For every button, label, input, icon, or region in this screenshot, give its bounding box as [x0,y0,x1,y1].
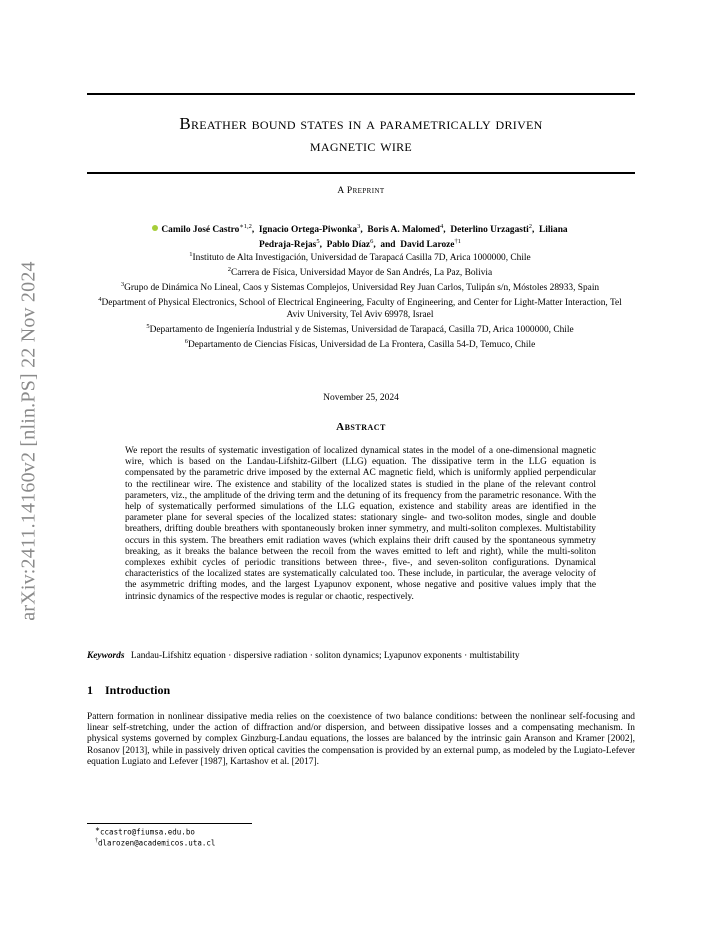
abstract-text: We report the results of systematic investigation of localized dynamical states in the model of a one-dimensional magnetic wire, which is based on the Landau-Lifshitz-Gilbert (LLG) equation. The dissipative term in the LLG equation is compensated by the parametric drive imposed by the external AC magnetic field, which is uniformly applied perpendicular to the rectilinear wire. The existence and stability of the localized states is studied in the plane of the relevant control parameters, viz., the amplitude of the driving term and the detuning of its frequency from the parametric resonance. With the help of systematically performed simulations of the LLG equation, existence and stability areas are identified in the parameter plane for several species of the localized states: stationary single- and two-soliton modes, single and double breathers, drifting double breathers with spontaneously broken inner symmetry, and multi-soliton complexes. Multistability occurs in this system. The breathers emit radiation waves (which explains their drift caused by the spontaneous symmetry breaking, as it breaks the balance between the recoil from the waves emitted to left and right), while the multi-soliton complexes exhibit cycles of periodic transitions between three-, five-, and seven-soliton configurations. Dynamical characteristics of the localized states are systematically calculated too. These include, in particular, the average velocity of the asymmetric drifting modes, and the largest Lyapunov exponent, whose negative and positive values imply that the intrinsic dynamics of the respective modes is regular or chaotic, respectively. [125,446,596,602]
section-number: 1 [87,683,93,697]
author-name: Camilo José Castro [161,225,240,236]
affiliation-list [90,249,630,351]
footnote-mark: ∗ [95,827,101,833]
footnote-separator [87,823,252,824]
affiliation-item [90,279,630,294]
affiliation-text: Instituto de Alta Investigación, Universidad de Tarapacá Casilla 7D, Arica 1000000, Chile [192,253,531,264]
keywords-label: Keywords [87,651,125,661]
author-name: Boris A. Malomed [367,225,441,236]
author-line-1: Camilo José Castro$^{∗1,2}$, Ignacio Ortega-Piwonka$^3$, Boris A. Malomed$^4$, Deterlino Urzagasti$^2$, Liliana [90,221,630,236]
author-affiliation-marker: ∗1,2 [239,223,252,230]
author-affiliation-marker: 5 [316,238,320,246]
author-name: Pedraja-Rejas [259,240,317,251]
author-affiliation-marker: 6 [370,238,374,246]
author-line-2: Pedraja-Rejas$^5$, Pablo Díaz$^6$, and David Laroze$^{\dagger 1}$ [259,238,461,251]
author-affiliation-marker: †1 [454,238,461,246]
affiliation-item [90,249,630,264]
abstract-heading: Abstract [336,421,386,433]
title-top-rule [87,93,635,95]
author-name: Liliana [538,225,568,236]
paper-title-line2: magnetic wire [309,136,413,155]
author-affiliation-marker: 4 [440,223,444,230]
affiliation-item [90,264,630,279]
affiliation-item [90,321,630,336]
affiliation-text: Grupo de Dinámica No Lineal, Caos y Sistemas Complejos, Universidad Rey Juan Carlos, Tulipán s/n, Móstoles 28933, Spain [124,283,600,294]
publication-date: November 25, 2024 [323,393,399,403]
section-heading-introduction [87,683,635,698]
affiliation-number: 1 [189,251,193,258]
paper-title [87,113,635,157]
affiliation-text: Departamento de Ingeniería Industrial y de Sistemas, Universidad de Tarapacá, Casilla 7D, Arica 1000000, Chile [149,324,574,335]
author-name: Pablo Díaz [326,240,371,251]
arxiv-identifier-stamp [14,236,44,646]
author-affiliation-marker: 2 [528,223,532,230]
affiliation-number: 2 [227,266,232,274]
author-list [90,221,630,251]
footnote-email[interactable]: ccastro@fiumsa.edu.bo [100,827,195,837]
author-name: Deterlino Urzagasti [450,225,529,236]
introduction-paragraph: Pattern formation in nonlinear dissipative media relies on the coexistence of two balance conditions: between the nonlinear self-focusing and linear self-stretching, under the action of diffraction and/or dispersion, and between dissipative losses and a compensating mechanism. In physical systems governed by complex Ginzburg-Landau equations, the losses are balanced by the intrinsic gain Aranson and Kramer [2002], Rosanov [2013], while in passively driven optical cavities the compensation is provided by an external pump, as modeled by the Lugiato-Lefever equation Lugiato and Lefever [1987], Kartashov et al. [2017]. [87,712,635,767]
affiliation-text: Departamento de Ciencias Físicas, Universidad de La Frontera, Casilla 54-D, Temuco, Chile [187,339,536,350]
author-affiliation-marker: 3 [357,223,361,230]
affiliation-number: 5 [146,322,150,330]
section-title: Introduction [105,683,171,697]
keywords-line [87,651,647,662]
keywords-text: Landau-Lifshitz equation · dispersive radiation · soliton dynamics; Lyapunov exponents · multistability [130,651,520,661]
author-name: Ignacio Ortega-Piwonka [258,225,358,236]
affiliation-number: 4 [98,296,102,304]
affiliation-item [90,336,630,351]
affiliation-item [90,294,630,320]
orcid-icon[interactable] [152,225,158,231]
footnote-email-1 [95,826,195,837]
author-name: David Laroze [400,240,455,251]
paper-title-line1: Breather bound states in a parametrically driven [179,114,543,133]
arxiv-identifier-text: arXiv:2411.14160v2 [nlin.PS] 22 Nov 2024 [17,261,40,621]
author-conjunction: and [380,240,396,251]
footnote-email[interactable]: dlarozen@academicos.uta.cl [98,838,216,848]
footnote-mark: † [95,838,98,844]
affiliation-text: Carrera de Física, Universidad Mayor de San Andrés, La Paz, Bolivia [231,268,493,279]
footnote-email-2 [95,838,215,848]
affiliation-number: 3 [120,281,125,289]
affiliation-text: Department of Physical Electronics, School of Electrical Engineering, Faculty of Engineering, and Center for Light-Matter Interaction, Tel Aviv University, Tel Aviv 69978, Israel [101,298,622,320]
affiliation-number: 6 [184,337,188,345]
preprint-label: A Preprint [337,186,385,196]
title-bottom-rule [87,172,635,174]
